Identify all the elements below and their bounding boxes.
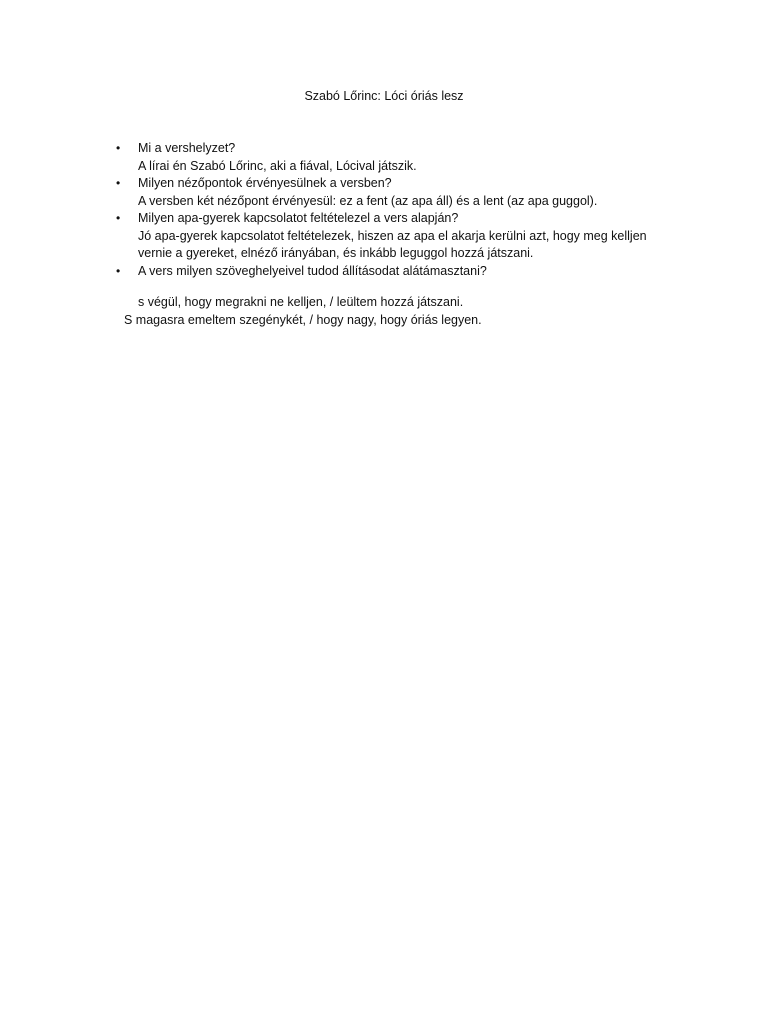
list-item	[110, 175, 710, 210]
quote-line: s végül, hogy megrakni ne kelljen, / leültem hozzá játszani.	[138, 295, 464, 309]
question-text: Milyen apa-gyerek kapcsolatot feltételezel a vers alapján?	[138, 211, 459, 225]
poem-quote	[124, 293, 684, 329]
answer-text: vernie a gyereket, elnéző irányában, és inkább leguggol hozzá játszani.	[138, 246, 534, 260]
answer-text: A versben két nézőpont érvényesül: ez a fent (az apa áll) és a lent (az apa guggol).	[138, 193, 598, 208]
document-title: Szabó Lőrinc: Lóci óriás lesz	[304, 89, 464, 103]
question-text: Mi a vershelyzet?	[138, 141, 236, 155]
bullet-icon: •	[116, 263, 121, 278]
bullet-icon: •	[116, 141, 121, 155]
question-text: A vers milyen szöveghelyeivel tudod állításodat alátámasztani?	[138, 263, 487, 278]
question-text: Milyen nézőpontok érvényesülnek a versben?	[138, 176, 392, 190]
bullet-icon: •	[116, 211, 121, 225]
question-list	[110, 140, 710, 280]
quote-line: S magasra emeltem szegénykét, / hogy nagy, hogy óriás legyen.	[124, 313, 482, 327]
list-item	[110, 210, 710, 263]
list-item	[110, 140, 710, 175]
answer-text: Jó apa-gyerek kapcsolatot feltételezek, hiszen az apa el akarja kerülni azt, hogy meg kelljen	[138, 228, 647, 243]
list-item	[110, 263, 710, 281]
bullet-icon: •	[116, 176, 121, 190]
answer-text: A lírai én Szabó Lőrinc, aki a fiával, Lócival játszik.	[138, 158, 417, 173]
